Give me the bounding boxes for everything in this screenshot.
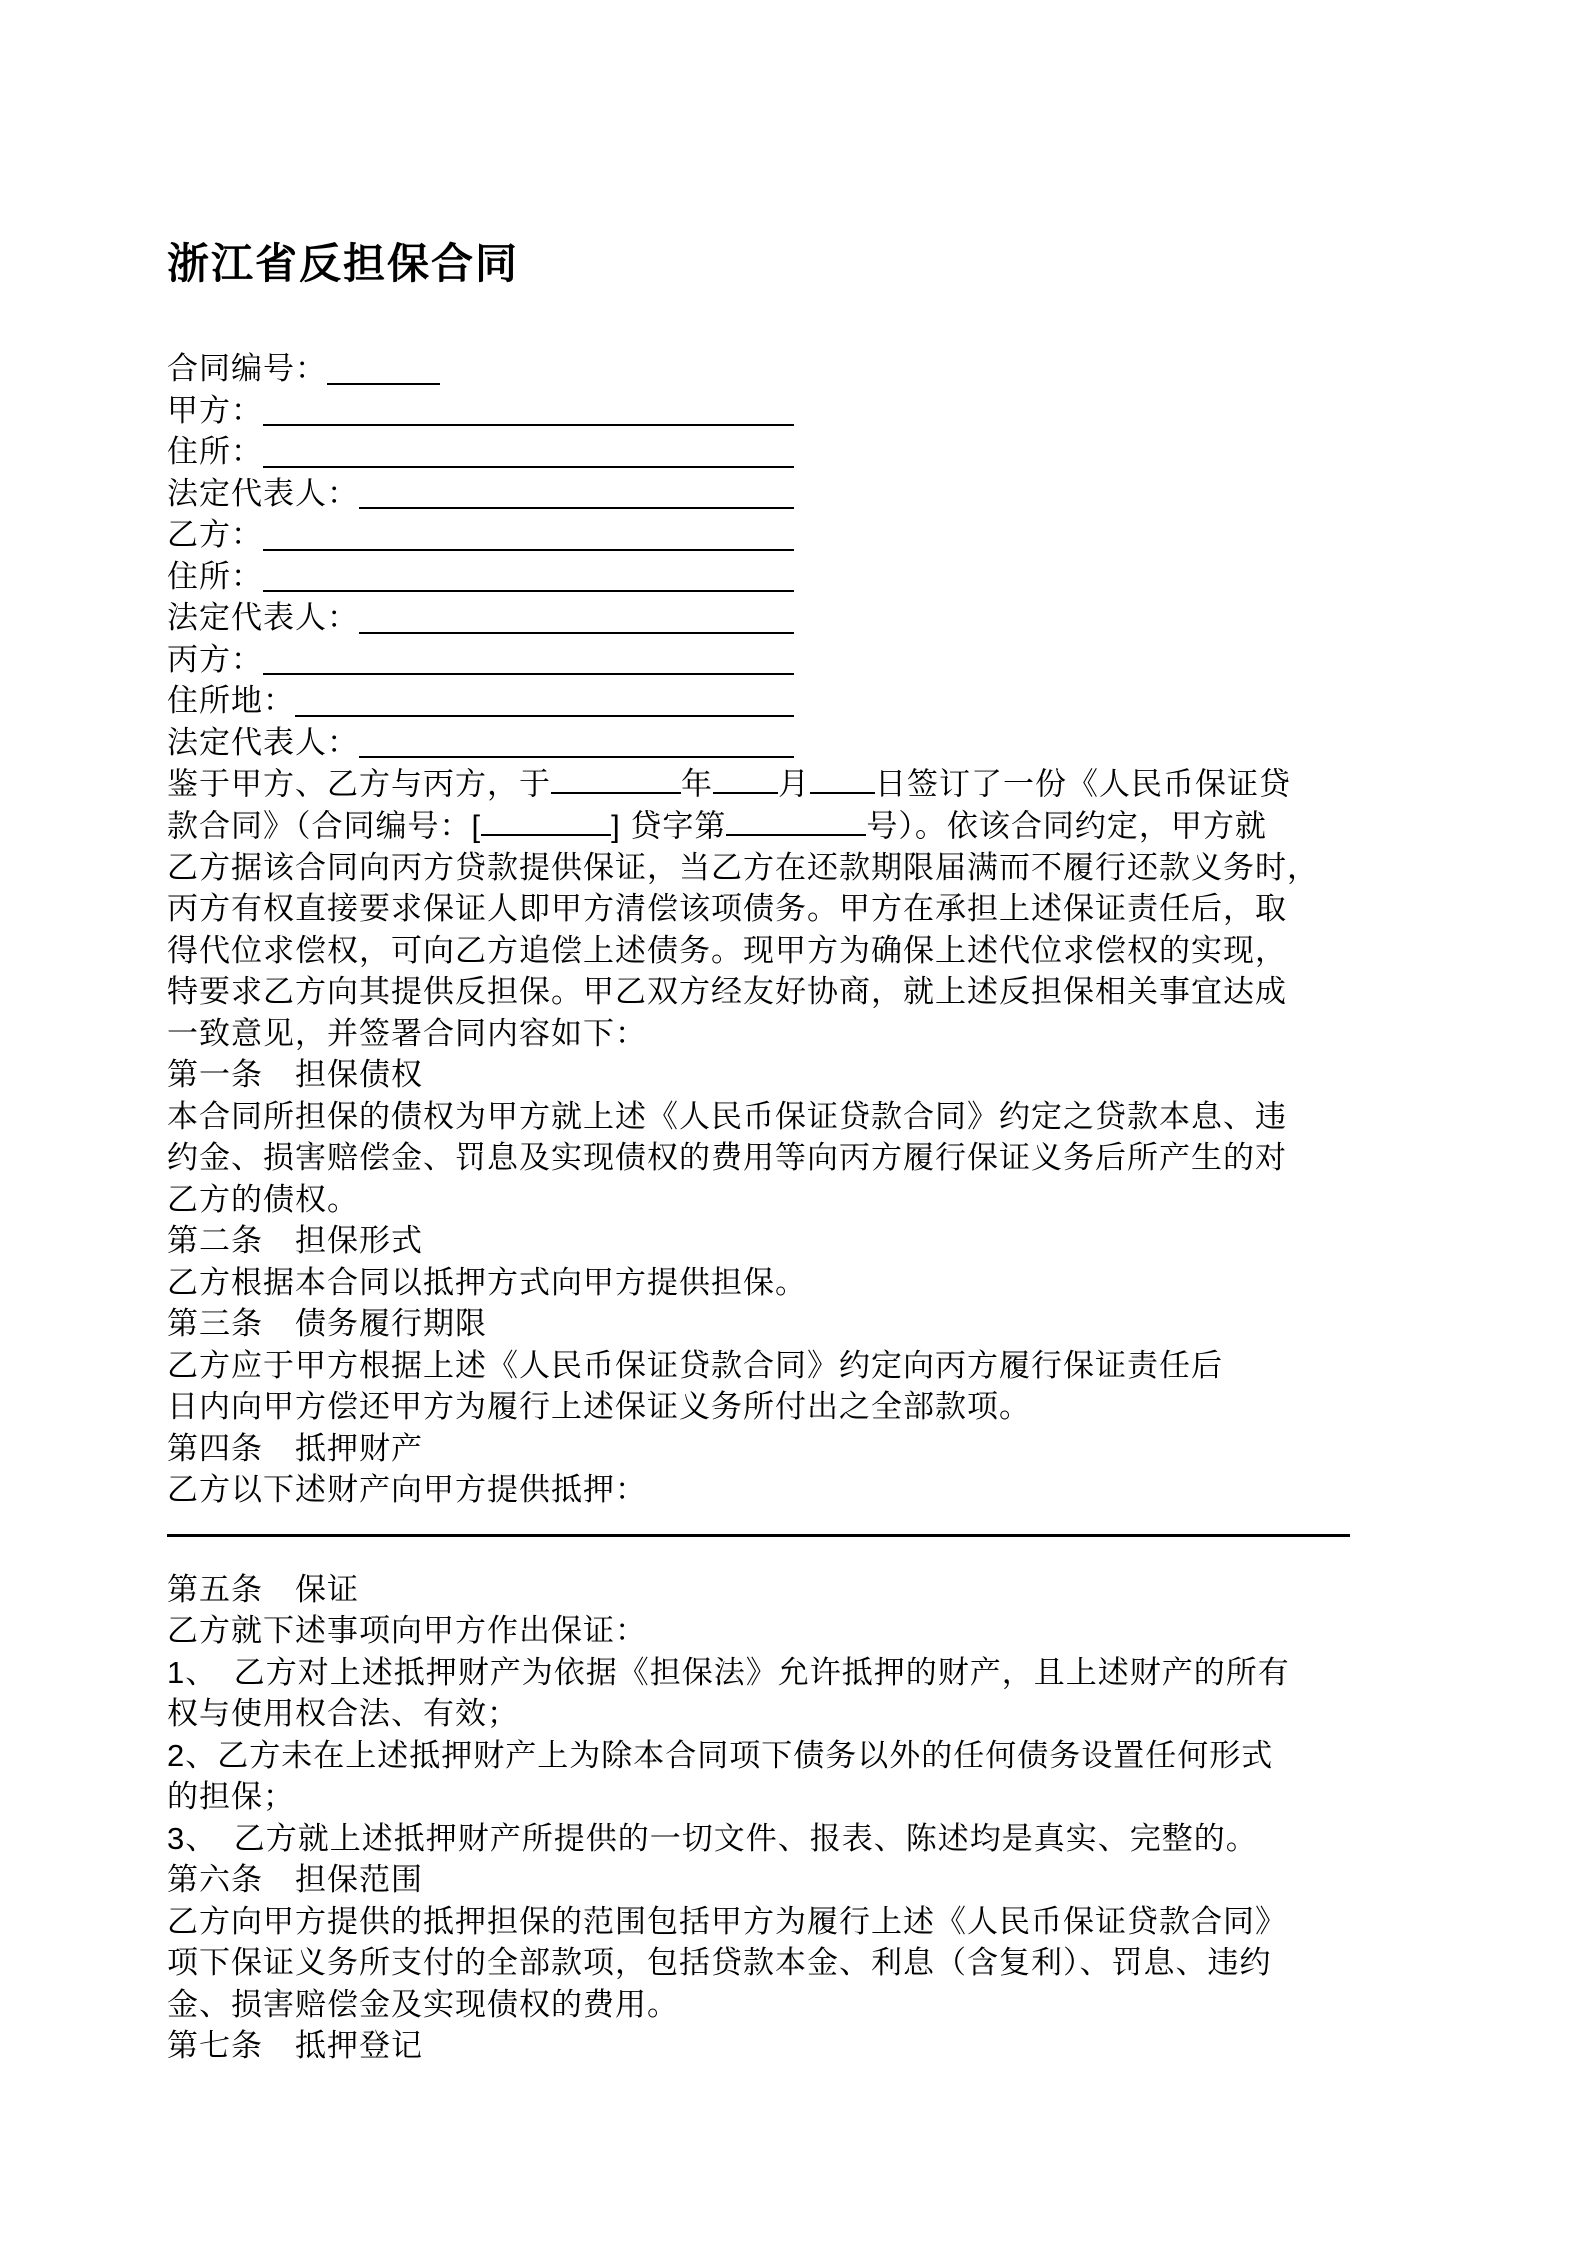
field-blank bbox=[263, 643, 794, 675]
clause-heading: 第六条 担保范围 bbox=[167, 1862, 423, 1898]
body-line: 1、 乙方对上述抵押财产为依据《担保法》允许抵押的财产，且上述财产的所有 bbox=[167, 1654, 1290, 1690]
party-field-row bbox=[167, 639, 794, 681]
body-line: 乙方就下述事项向甲方作出保证： bbox=[167, 1613, 647, 1649]
body-line: 本合同所担保的债权为甲方就上述《人民币保证贷款合同》约定之贷款本息、违 bbox=[167, 1098, 1287, 1134]
field-blank bbox=[359, 726, 794, 758]
party-field-row bbox=[167, 514, 794, 556]
party-field-row bbox=[167, 431, 794, 473]
clause-heading: 第三条 债务履行期限 bbox=[167, 1306, 487, 1342]
clause-heading: 第四条 抵押财产 bbox=[167, 1430, 423, 1466]
body-line: 约金、损害赔偿金、罚息及实现债权的费用等向丙方履行保证义务后所产生的对 bbox=[167, 1140, 1287, 1176]
preamble-text: 年 bbox=[681, 766, 713, 802]
body-line: 乙方以下述财产向甲方提供抵押： bbox=[167, 1472, 647, 1508]
field-label: 丙方： bbox=[167, 641, 263, 677]
preamble-text: 月 bbox=[778, 766, 810, 802]
field-label: 法定代表人： bbox=[167, 600, 359, 635]
body-line: 得代位求偿权，可向乙方追偿上述债务。现甲方为确保上述代位求偿权的实现， bbox=[167, 932, 1287, 968]
body-line: 丙方有权直接要求保证人即甲方清偿该项债务。甲方在承担上述保证责任后，取 bbox=[167, 891, 1287, 927]
clause-heading: 第二条 担保形式 bbox=[167, 1223, 423, 1259]
body-line: 乙方据该合同向丙方贷款提供保证，当乙方在还款期限届满而不履行还款义务时， bbox=[167, 849, 1319, 885]
body-line: 一致意见，并签署合同内容如下： bbox=[167, 1015, 647, 1051]
preamble-text: 日签订了一份《人民币保证贷 bbox=[875, 766, 1291, 802]
preamble-line-2 bbox=[167, 805, 1350, 847]
field-label: 住所地： bbox=[167, 683, 295, 718]
party-field-row bbox=[167, 556, 794, 598]
field-label: 住所： bbox=[167, 558, 263, 594]
body-line: 特要求乙方向其提供反担保。甲乙双方经友好协商，就上述反担保相关事宜达成 bbox=[167, 974, 1287, 1010]
field-label: 乙方： bbox=[167, 517, 263, 552]
clause-heading: 第五条 保证 bbox=[167, 1571, 359, 1607]
body-line: 日内向甲方偿还甲方为履行上述保证义务所付出之全部款项。 bbox=[167, 1389, 1031, 1425]
doc-title: 浙江省反担保合同 bbox=[167, 240, 520, 287]
field-blank bbox=[263, 519, 794, 551]
date-day-blank bbox=[810, 763, 875, 794]
field-label: 住所： bbox=[167, 434, 263, 469]
party-field-row bbox=[167, 597, 794, 639]
field-blank bbox=[359, 602, 794, 634]
contract-ref-blank bbox=[481, 805, 611, 836]
preamble-text: 贷字第 bbox=[630, 808, 727, 844]
preamble-text: 号）。依该合同约定，甲方就 bbox=[866, 808, 1267, 844]
field-blank bbox=[263, 394, 794, 426]
party-field-row bbox=[167, 473, 794, 515]
party-field-row bbox=[167, 390, 794, 432]
field-blank bbox=[263, 560, 794, 592]
body-line: 权与使用权合法、有效； bbox=[167, 1696, 519, 1732]
field-blank bbox=[263, 436, 794, 468]
field-label: 法定代表人： bbox=[167, 724, 359, 760]
body-line: 的担保； bbox=[167, 1779, 295, 1815]
body-line: 乙方根据本合同以抵押方式向甲方提供担保。 bbox=[167, 1264, 807, 1300]
party-field-row bbox=[167, 722, 794, 764]
preamble-line-1 bbox=[167, 763, 1350, 805]
contract-document bbox=[167, 240, 1350, 2067]
body-line: 乙方的债权。 bbox=[167, 1181, 359, 1217]
preamble-text: ] bbox=[611, 808, 621, 844]
preamble-text: 鉴于甲方、乙方与丙方，于 bbox=[167, 766, 551, 802]
clause-heading: 第一条 担保债权 bbox=[167, 1057, 423, 1093]
contract-number-row bbox=[167, 348, 794, 390]
clause-heading: 第七条 抵押登记 bbox=[167, 2028, 423, 2064]
loan-number-blank bbox=[726, 805, 866, 836]
contract-number-label: 合同编号： bbox=[167, 351, 327, 386]
date-month-blank bbox=[713, 763, 778, 794]
body-line: 3、 乙方就上述抵押财产所提供的一切文件、报表、陈述均是真实、完整的。 bbox=[167, 1820, 1258, 1856]
field-blank bbox=[295, 685, 794, 717]
body-line: 乙方应于甲方根据上述《人民币保证贷款合同》约定向丙方履行保证责任后 bbox=[167, 1347, 1223, 1383]
party-field-row bbox=[167, 680, 794, 722]
field-label: 法定代表人： bbox=[167, 475, 359, 511]
body-line: 2、乙方未在上述抵押财产上为除本合同项下债务以外的任何债务设置任何形式 bbox=[167, 1737, 1274, 1773]
body-line: 项下保证义务所支付的全部款项，包括贷款本金、利息（含复利）、罚息、违约 bbox=[167, 1945, 1272, 1981]
mortgage-property-fill-line bbox=[167, 1534, 1350, 1537]
field-blank bbox=[359, 477, 794, 509]
field-label: 甲方： bbox=[167, 392, 263, 428]
contract-number-blank bbox=[327, 353, 440, 385]
date-year-blank bbox=[551, 763, 681, 794]
body-line: 金、损害赔偿金及实现债权的费用。 bbox=[167, 1986, 679, 2022]
body-line: 乙方向甲方提供的抵押担保的范围包括甲方为履行上述《人民币保证贷款合同》 bbox=[167, 1903, 1287, 1939]
preamble-text: 款合同》（合同编号：[ bbox=[167, 808, 482, 844]
